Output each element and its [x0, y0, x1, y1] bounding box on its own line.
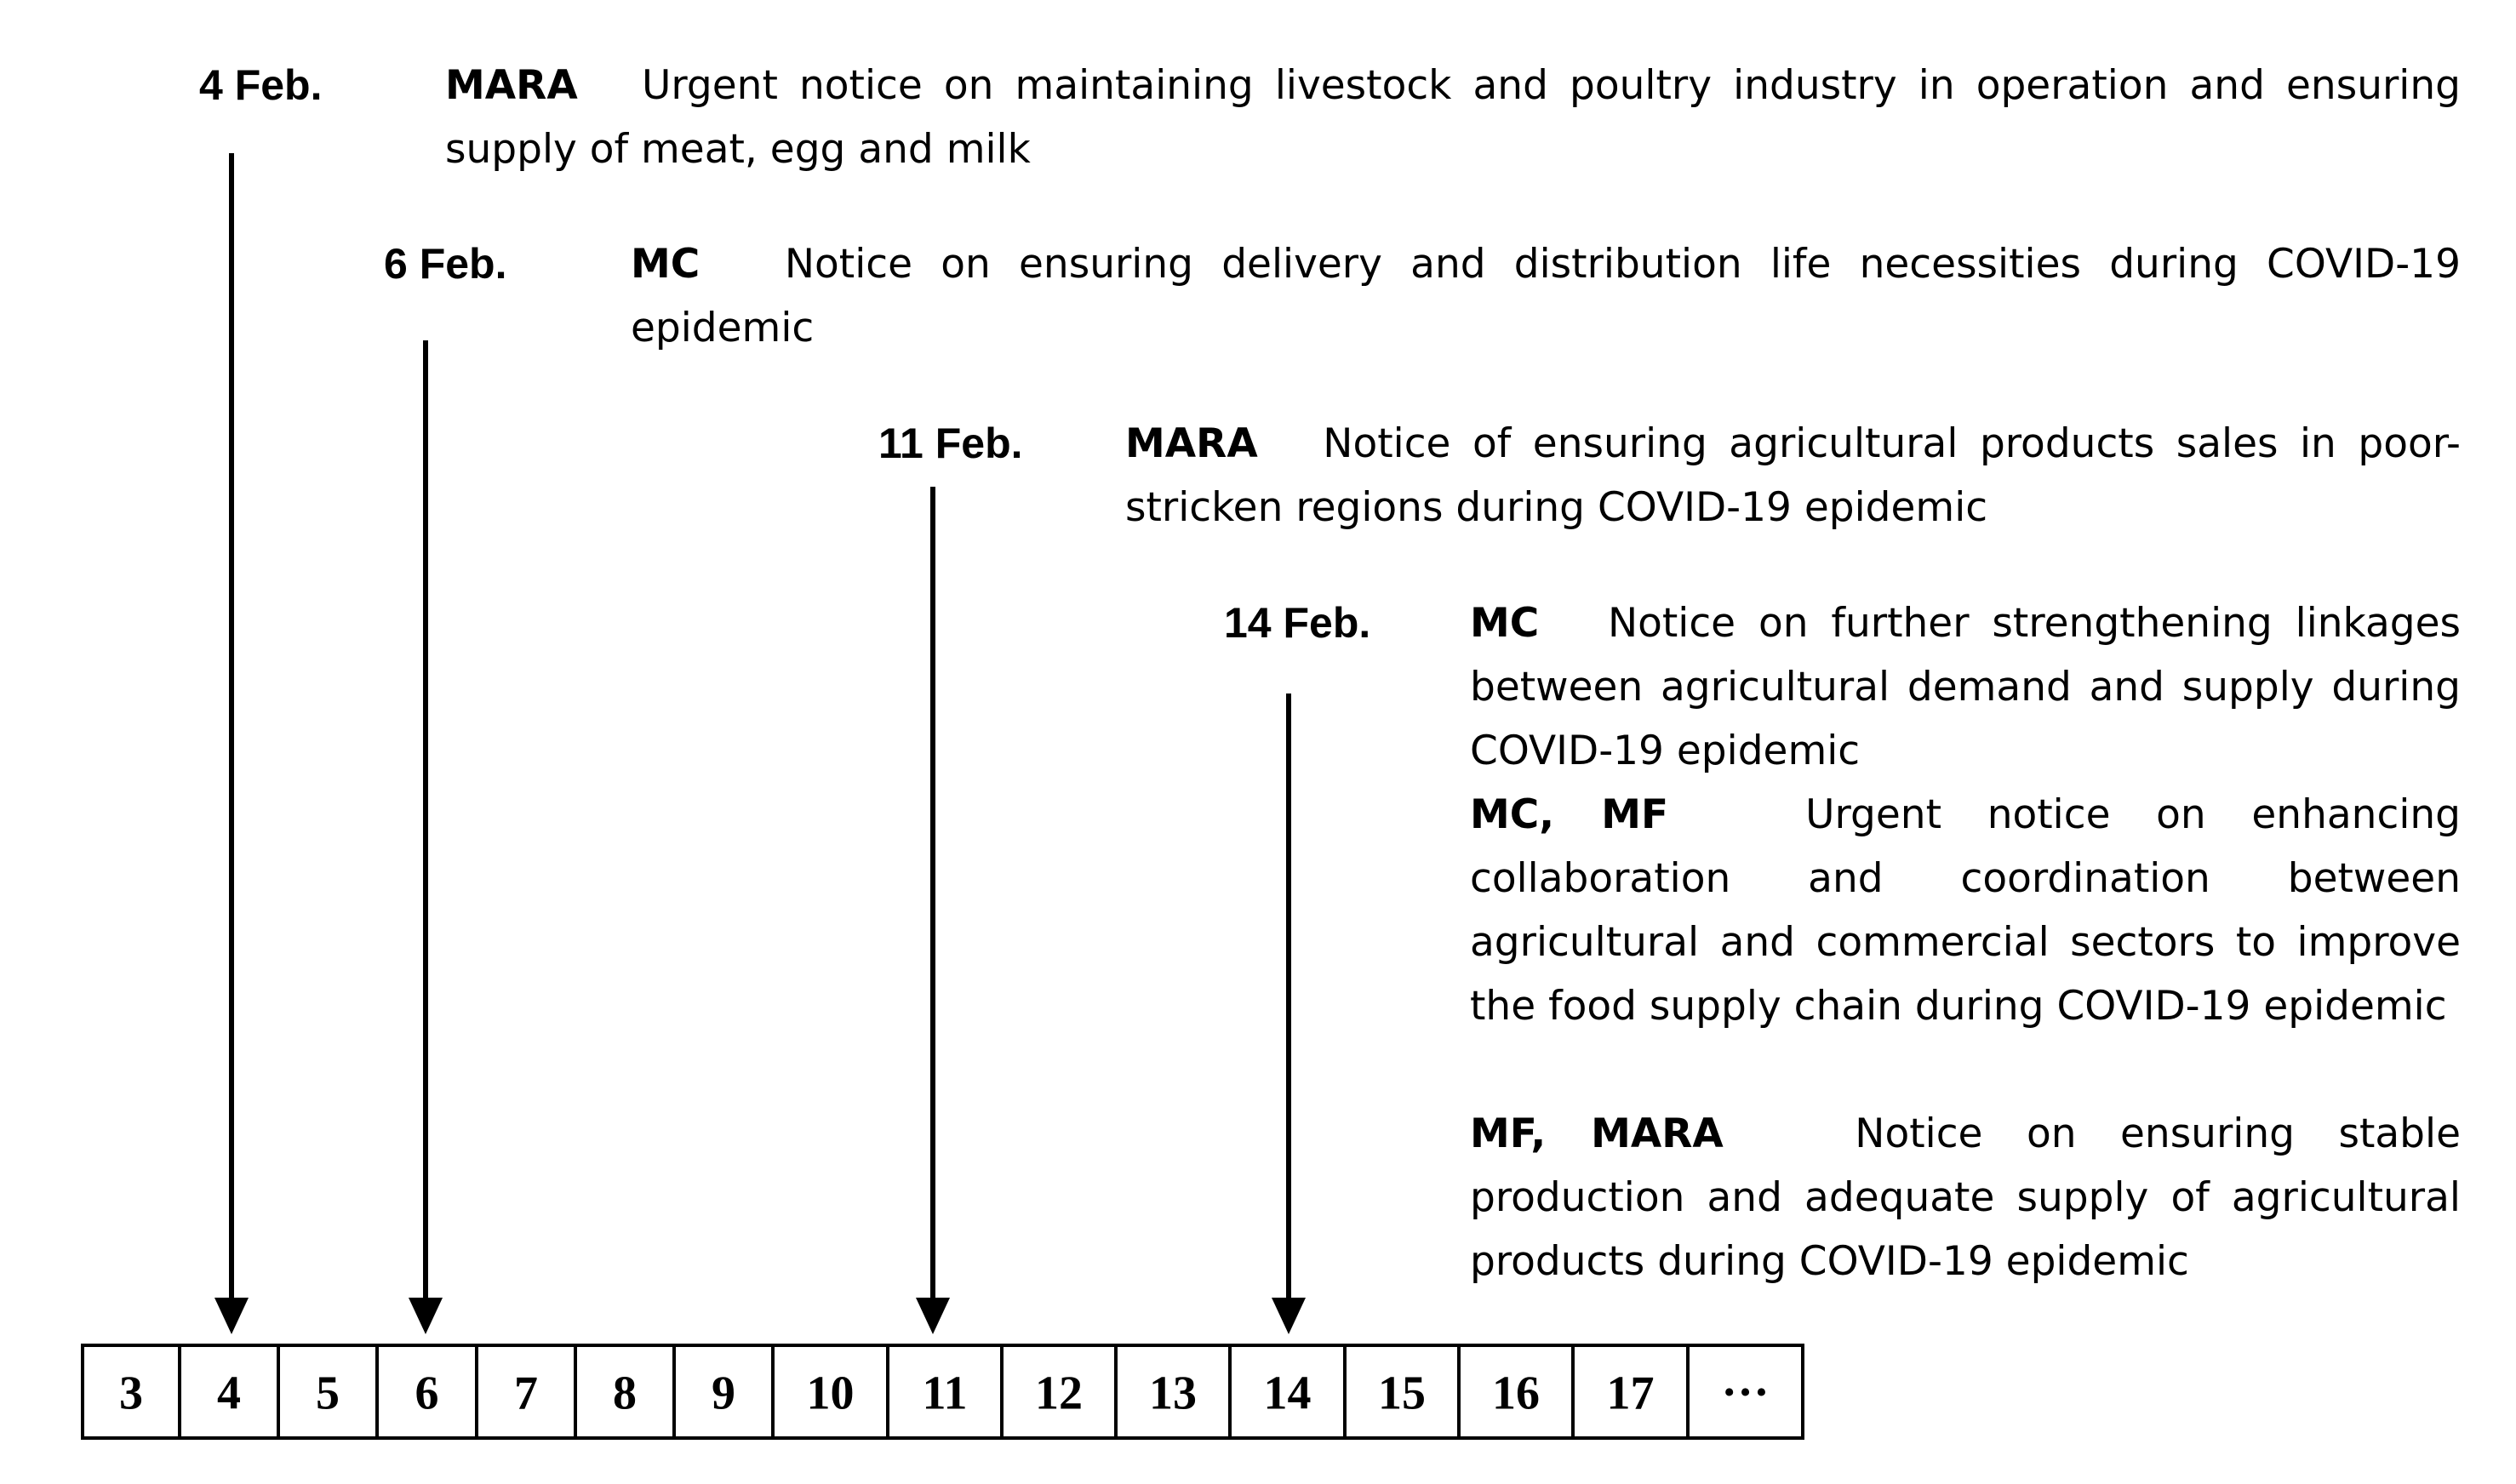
day-label: 16	[1492, 1367, 1540, 1420]
day-label: 14	[1263, 1367, 1312, 1420]
notice-text: Notice of ensuring agricultural products sales in poor-stricken regions during COVID-19 epidemic	[1125, 420, 2461, 531]
event-date-14-feb: 14 Feb.	[1224, 599, 1371, 647]
day-label: 11	[922, 1367, 968, 1420]
notice-org: MARA	[1125, 420, 1258, 467]
notice-org: MF, MARA	[1470, 1110, 1724, 1157]
arrow-6-feb	[409, 340, 443, 1334]
day-label: 17	[1606, 1367, 1655, 1420]
day-cell-8	[575, 1345, 674, 1438]
notice-text: Urgent notice on enhancing collaboration and coordination between agricultural and commercial sectors to improve the food supply chain during COVID-19 epidemic	[1470, 791, 2461, 1030]
day-label: 10	[806, 1367, 855, 1420]
day-cell-ellipsis	[1688, 1345, 1803, 1438]
notice-org: MC	[1470, 600, 1540, 647]
notice-org: MC	[631, 241, 700, 288]
arrow-14-feb	[1272, 693, 1306, 1334]
notice-text: Notice on ensuring stable production and adequate supply of agricultural products during COVID-19 epidemic	[1470, 1110, 2461, 1285]
day-cell-12	[1002, 1345, 1116, 1438]
day-cell-13	[1116, 1345, 1230, 1438]
day-cell-14	[1230, 1345, 1345, 1438]
day-label: 6	[415, 1367, 439, 1420]
day-label: 3	[119, 1367, 143, 1420]
day-cell-16	[1459, 1345, 1573, 1438]
day-label: 9	[712, 1367, 735, 1420]
day-cell-7	[477, 1345, 575, 1438]
day-cell-6	[377, 1345, 477, 1438]
day-cell-5	[278, 1345, 377, 1438]
day-label: 13	[1149, 1367, 1197, 1420]
arrow-4-feb	[214, 153, 249, 1334]
day-cell-9	[674, 1345, 773, 1438]
day-cell-11	[888, 1345, 1002, 1438]
day-cell-17	[1573, 1345, 1688, 1438]
day-cell-15	[1345, 1345, 1459, 1438]
day-label: …	[1721, 1353, 1770, 1407]
day-cell-10	[773, 1345, 888, 1438]
event-date-6-feb: 6 Feb.	[384, 240, 507, 288]
day-label: 8	[613, 1367, 637, 1420]
day-label: 15	[1378, 1367, 1426, 1420]
day-label: 7	[514, 1367, 538, 1420]
day-label: 5	[316, 1367, 340, 1420]
event-date-11-feb: 11 Feb.	[878, 420, 1023, 467]
day-strip	[83, 1345, 1803, 1438]
notice-org: MC, MF	[1470, 791, 1669, 838]
notice-text: Notice on ensuring delivery and distribution life necessities during COVID-19 epidemic	[631, 241, 2461, 351]
notice-org: MARA	[445, 62, 578, 109]
day-cell-3	[83, 1345, 180, 1438]
day-label: 12	[1035, 1367, 1083, 1420]
arrow-11-feb	[916, 487, 950, 1334]
notice-text: Urgent notice on maintaining livestock and poultry industry in operation and ensuring supply of meat, egg and milk	[445, 62, 2461, 173]
day-label: 4	[217, 1367, 241, 1420]
day-cell-4	[180, 1345, 278, 1438]
notice-text: Notice on further strengthening linkages between agricultural demand and supply during COVID-19 epidemic	[1470, 600, 2461, 774]
event-date-4-feb: 4 Feb.	[199, 61, 323, 109]
